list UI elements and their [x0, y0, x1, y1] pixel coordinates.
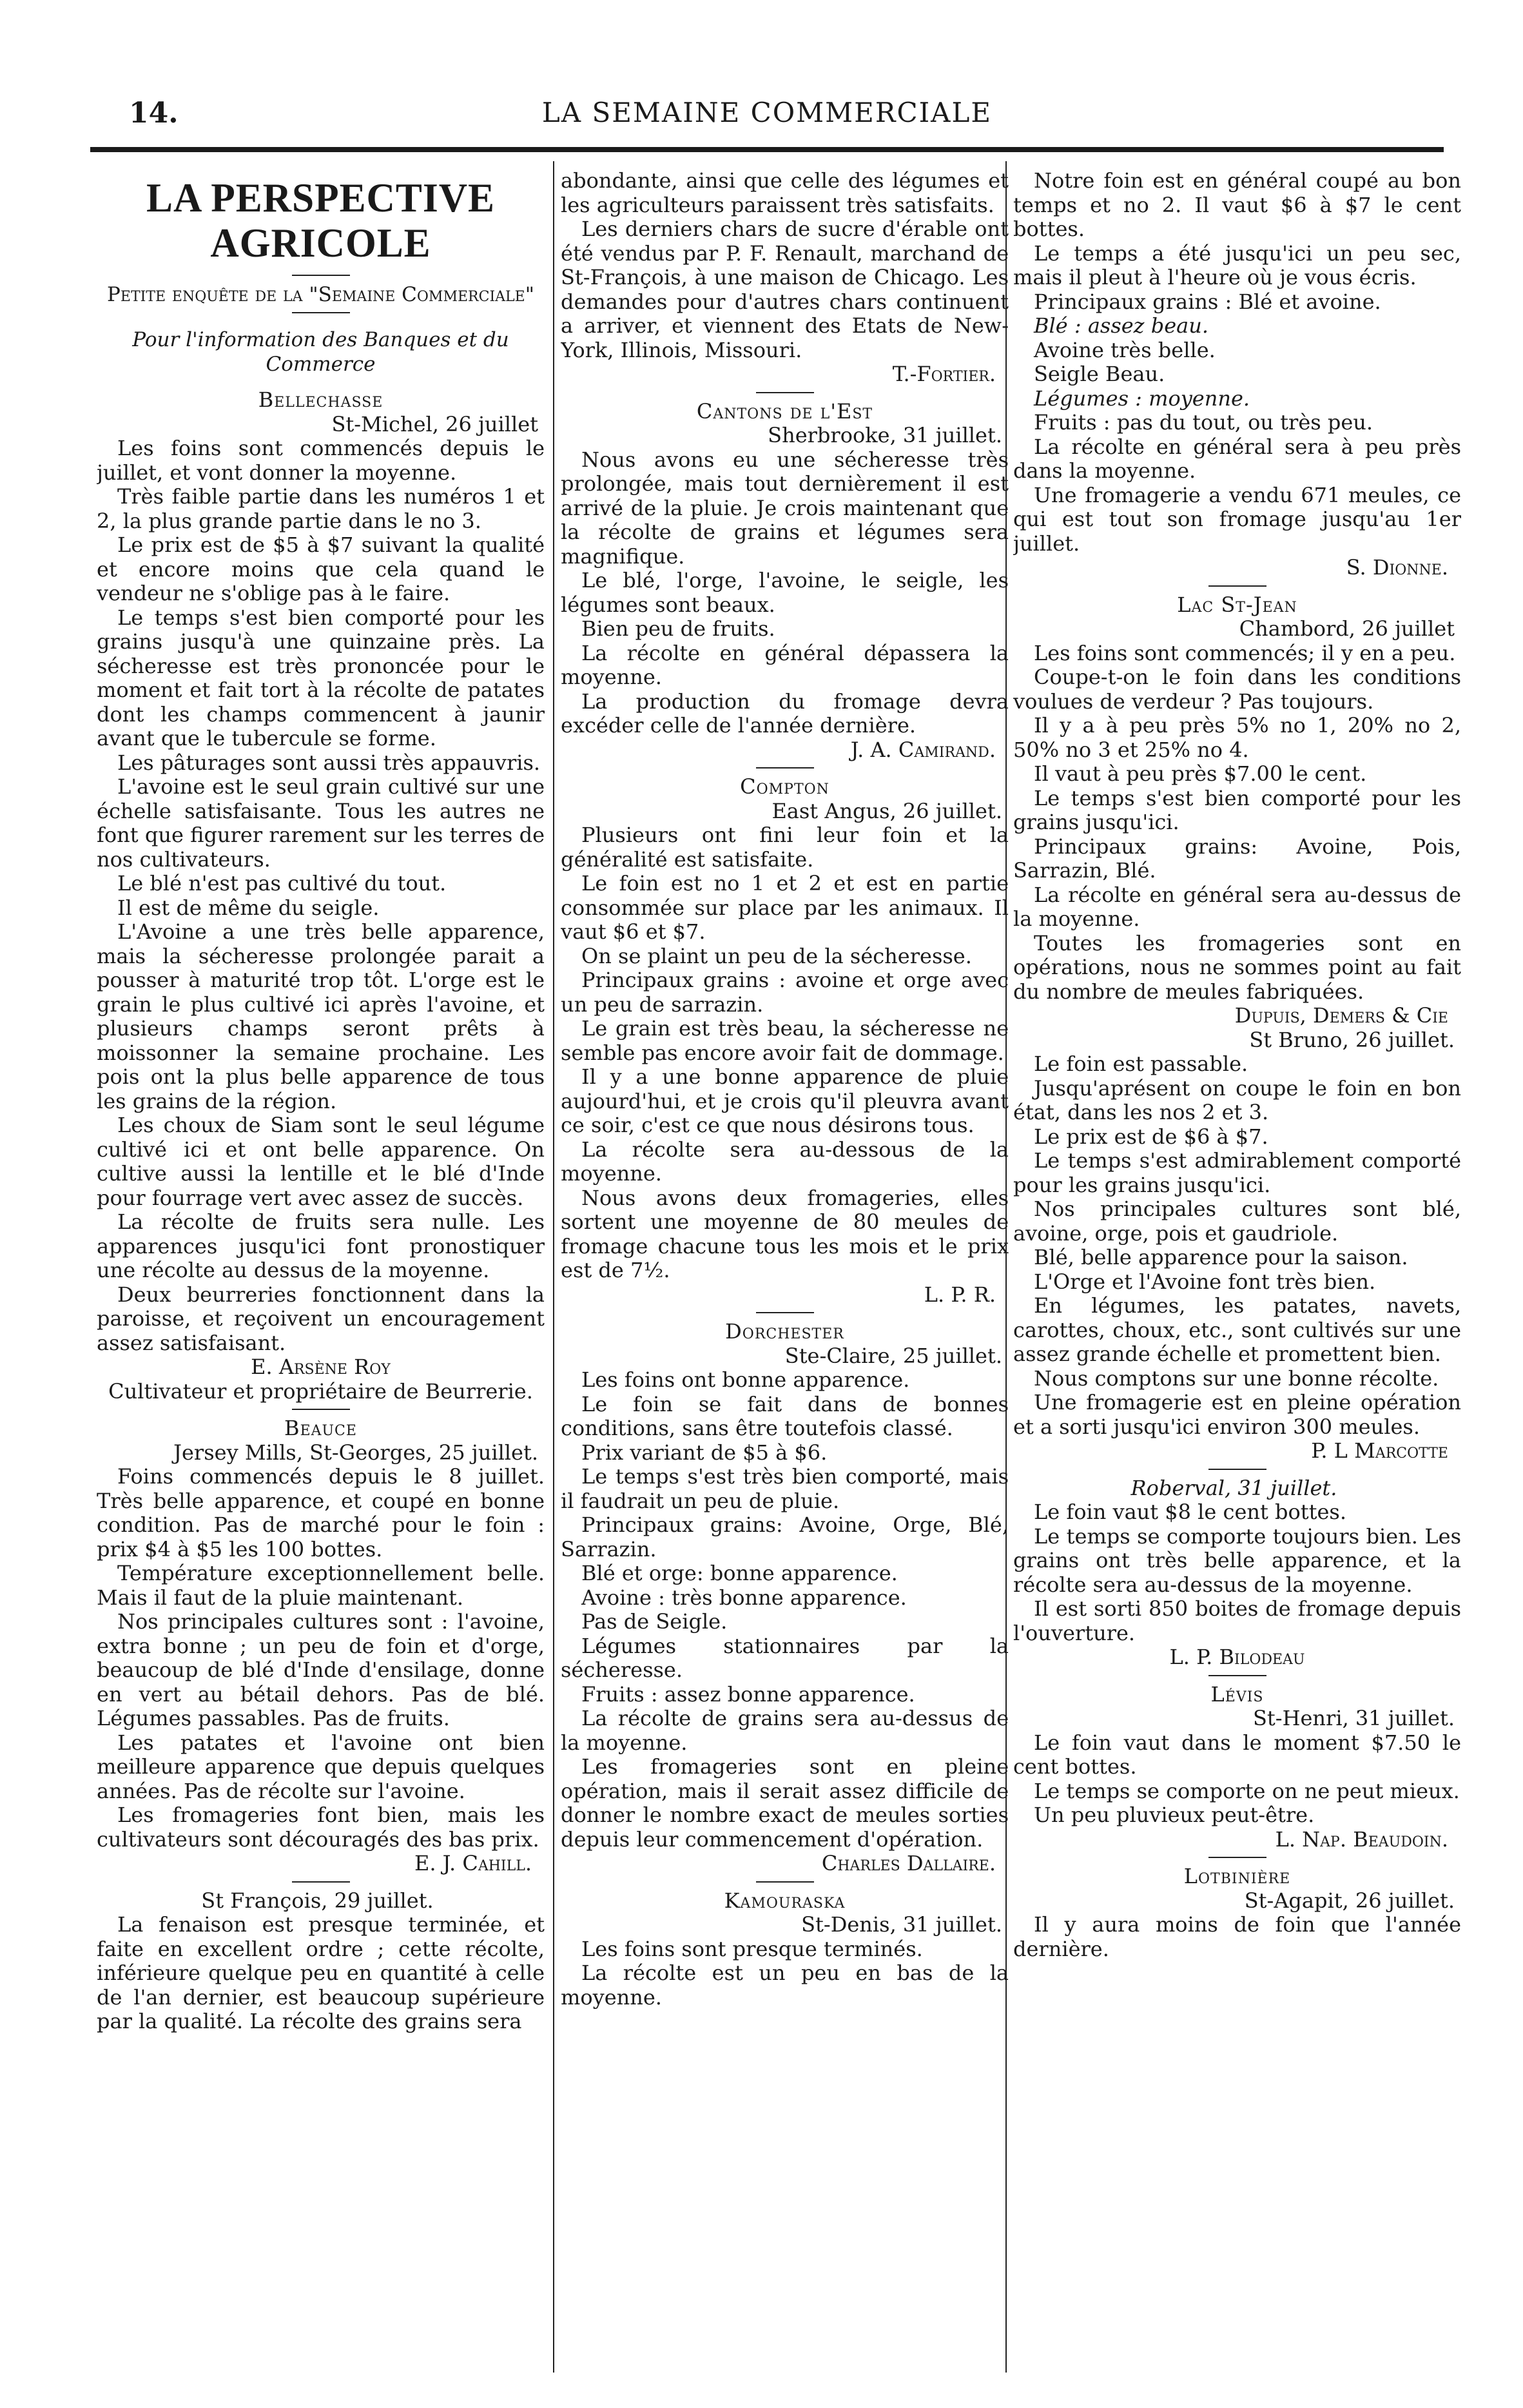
paragraph: Les patates et l'avoine ont bien meilleure apparence que depuis quelques années. Pas de récolte sur l'avoine. [97, 1730, 545, 1803]
signature: L. P. R. [924, 1282, 996, 1307]
paragraph: Prix variant de $5 à $6. [581, 1440, 828, 1465]
signature: L. Nap. Beaudoin. [1275, 1826, 1448, 1852]
paragraph: Très faible partie dans les numéros 1 et 2, la plus grande partie dans le no 3. [97, 484, 545, 533]
region-heading: Lac St-Jean [1177, 592, 1297, 617]
paragraph: L'Avoine a une très belle apparence, mais la sécheresse prolongée parait a pousser à maturité trop tôt. L'orge est le grain le plus cultivé ici après l'avoine, et plusieurs champs seront prêts à moissonner la semaine prochaine. Les pois ont la plus belle apparence de tous les grains de la région. [97, 919, 545, 1113]
region-heading: Compton [740, 774, 829, 799]
paragraph: La récolte sera au-dessous de la moyenne. [561, 1137, 1009, 1186]
paragraph: Les foins sont presque terminés. [581, 1936, 923, 1961]
region-heading: Lotbinière [1183, 1864, 1291, 1888]
paragraph: Il y a à peu près 5% no 1, 20% no 2, 50% no 3 et 25% no 4. [1013, 713, 1461, 762]
paragraph: Température exceptionnellement belle. Mais il faut de la pluie maintenant. [97, 1561, 545, 1610]
paragraph: Nos principales cultures sont blé, avoine, orge, pois et gaudriole. [1013, 1197, 1461, 1246]
dateline: Sherbrooke, 31 juillet. [768, 423, 1002, 447]
paragraph: Blé et orge: bonne apparence. [581, 1561, 898, 1585]
section-rule [756, 392, 814, 393]
paragraph: Il y aura moins de foin que l'année dernière. [1013, 1912, 1461, 1961]
paragraph: Le grain est très beau, la sécheresse ne semble pas encore avoir fait de dommage. [561, 1016, 1009, 1065]
signature: P. L Marcotte [1311, 1438, 1448, 1463]
dateline: St-Michel, 26 juillet [331, 411, 538, 436]
paragraph: Plusieurs ont fini leur foin et la généralité est satisfaite. [561, 823, 1009, 872]
region-heading: Beauce [284, 1416, 357, 1440]
paragraph: Blé, belle apparence pour la saison. [1034, 1245, 1408, 1269]
section-rule [1208, 585, 1266, 587]
article-subtitle: Petite enquête de la "Semaine Commerciale" [107, 283, 534, 306]
paragraph: Il est de même du seigle. [117, 895, 380, 920]
paragraph: Les foins sont commencés depuis le juillet, et vont donner la moyenne. [97, 436, 545, 485]
paragraph: Le temps se comporte toujours bien. Les grains ont très belle apparence, et la récolte sera au-dessus de la moyenne. [1013, 1523, 1461, 1597]
paragraph: La production du fromage devra excéder celle de l'année dernière. [561, 689, 1009, 738]
paragraph: Le foin se fait dans de bonnes conditions, sans être toutefois classé. [561, 1391, 1009, 1440]
paragraph: Le temps a été jusqu'ici un peu sec, mais il pleut à l'heure où je vous écris. [1013, 240, 1461, 289]
paragraph: La récolte en général sera à peu près dans la moyenne. [1013, 434, 1461, 483]
signature: L. P. Bilodeau [1169, 1645, 1305, 1669]
paragraph: La récolte en général dépassera la moyenne. [561, 640, 1009, 689]
paragraph: En légumes, les patates, navets, carottes, choux, etc., sont cultivés sur une assez grande échelle et promettent bien. [1013, 1293, 1461, 1366]
paragraph: Le foin est no 1 et 2 et est en partie consommée sur place par les animaux. Il vaut $6 et $7. [561, 871, 1009, 944]
section-rule [292, 1881, 350, 1883]
section-rule [1208, 1469, 1266, 1470]
paragraph: Il est sorti 850 boites de fromage depuis l'ouverture. [1013, 1596, 1461, 1645]
paragraph: Les fromageries font bien, mais les cultivateurs sont découragés des bas prix. [97, 1803, 545, 1852]
header-rule [90, 147, 1444, 152]
paragraph: Le temps s'est admirablement comporté pour les grains jusqu'ici. [1013, 1148, 1461, 1197]
paragraph: Avoine : très bonne apparence. [581, 1585, 907, 1610]
paragraph: Coupe-t-on le foin dans les conditions voulues de verdeur ? Pas toujours. [1013, 665, 1461, 714]
journal-title: LA SEMAINE COMMERCIALE [541, 97, 993, 128]
paragraph: Le prix est de $5 à $7 suivant la qualité et encore moins que cela quand le vendeur ne s'oblige pas à le faire. [97, 533, 545, 605]
paragraph: Principaux grains: Avoine, Pois, Sarrazin, Blé. [1013, 834, 1461, 883]
dateline: St-Denis, 31 juillet. [801, 1912, 1002, 1937]
paragraph: Seigle Beau. [1034, 362, 1165, 386]
section-rule [756, 1881, 814, 1883]
paragraph: Les foins sont commencés; il y en a peu. [1034, 640, 1456, 665]
paragraph: Toutes les fromageries sont en opérations, nous ne sommes point au fait du nombre de meules fabriquées. [1013, 930, 1461, 1004]
dateline: St Bruno, 26 juillet. [1249, 1027, 1455, 1052]
region-heading: Lévis [1210, 1681, 1264, 1707]
dateline: Chambord, 26 juillet [1239, 616, 1455, 641]
section-rule [292, 1409, 350, 1410]
title-rule [292, 275, 350, 276]
paragraph: L'avoine est le seul grain cultivé sur une échelle satisfaisante. Tous les autres ne font que figurer rarement sur les terres de nos cultivateurs. [97, 774, 545, 872]
column-left [97, 169, 545, 2374]
paragraph: Les foins ont bonne apparence. [581, 1367, 910, 1392]
paragraph: Les pâturages sont aussi très appauvris. [117, 750, 541, 775]
paragraph: Un peu pluvieux peut-être. [1034, 1803, 1315, 1827]
paragraph: Une fromagerie a vendu 671 meules, ce qui est tout son fromage jusqu'au 1er juillet. [1013, 482, 1461, 556]
signature: E. Arsène Roy [251, 1355, 391, 1379]
paragraph: Le temps s'est très bien comporté, mais il faudrait un peu de pluie. [561, 1464, 1009, 1513]
article-title: LA PERSPECTIVE AGRICOLE [146, 175, 495, 266]
paragraph: Le prix est de $6 à $7. [1034, 1124, 1268, 1149]
dateline: St François, 29 juillet. [201, 1888, 434, 1913]
region-heading: Cantons de l'Est [696, 398, 873, 424]
paragraph: Jusqu'aprésent on coupe le foin en bon état, dans les nos 2 et 3. [1013, 1075, 1461, 1124]
column-right [1013, 169, 1461, 2374]
paragraph: Légumes : moyenne. [1034, 386, 1250, 411]
paragraph: Légumes stationnaires par la sécheresse. [561, 1633, 1009, 1682]
paragraph: Fruits : pas du tout, ou très peu. [1034, 410, 1373, 435]
paragraph: La récolte de grains sera au-dessus de la moyenne. [561, 1706, 1009, 1755]
region-heading: Dorchester [725, 1319, 844, 1344]
dateline: Roberval, 31 juillet. [1130, 1475, 1337, 1500]
paragraph: Fruits : assez bonne apparence. [581, 1681, 915, 1707]
paragraph: Les fromageries sont en pleine opération, mais il serait assez difficile de donner le nombre exact de meules sorties depuis leur commencement d'opération. [561, 1754, 1009, 1852]
section-rule [1208, 1675, 1266, 1676]
paragraph: Bien peu de fruits. [581, 616, 775, 641]
page-header [84, 97, 1450, 142]
paragraph: Principaux grains : Blé et avoine. [1034, 289, 1381, 314]
signature: Dupuis, Demers & Cie [1234, 1003, 1448, 1028]
paragraph: Le foin vaut $8 le cent bottes. [1034, 1500, 1347, 1524]
paragraph: La récolte de fruits sera nulle. Les apparences jusqu'ici font pronostiquer une récolte au dessus de la moyenne. [97, 1209, 545, 1282]
paragraph: Le temps s'est bien comporté pour les grains jusqu'à une quinzaine près. La sécheresse est très prononcée pour le moment et fait tort à la récolte de patates dont les champs commencent à jaunir avant que le tubercule se forme. [97, 605, 545, 750]
paragraph: Avoine très belle. [1034, 337, 1216, 362]
paragraph: Le temps se comporte on ne peut mieux. [1034, 1778, 1460, 1803]
signature: E. J. Cahill. [414, 1851, 532, 1875]
column-middle [561, 169, 1009, 2374]
paragraph: Le foin est passable. [1034, 1052, 1248, 1076]
paragraph: Deux beurreries fonctionnent dans la paroisse, et reçoivent un encouragement assez satisfaisant. [97, 1282, 545, 1355]
paragraph: Le temps s'est bien comporté pour les grains jusqu'ici. [1013, 785, 1461, 834]
paragraph: La récolte en général sera au-dessus de la moyenne. [1013, 882, 1461, 931]
paragraph: Il vaut à peu près $7.00 le cent. [1034, 761, 1367, 786]
paragraph: Blé : assez beau. [1034, 313, 1208, 338]
paragraph: Les derniers chars de sucre d'érable ont été vendus par P. F. Renault, marchand de St-François, à une maison de Chicago. Les demandes pour d'autres chars continuent a arriver, et viennent des Etats de New-York, Illinois, Missouri. [561, 217, 1009, 362]
signature: Charles Dallaire. [821, 1851, 996, 1875]
paragraph: Nos principales cultures sont : l'avoine, extra bonne ; un peu de foin et d'orge, beaucoup de blé d'Inde d'ensilage, donne en vert au bétail dehors. Pas de blé. Légumes passables. Pas de fruits. [97, 1609, 545, 1730]
section-rule [756, 767, 814, 768]
paragraph: Principaux grains : avoine et orge avec un peu de sarrazin. [561, 968, 1009, 1017]
paragraph: Le blé n'est pas cultivé du tout. [117, 871, 447, 896]
paragraph: Les choux de Siam sont le seul légume cultivé ici et ont belle apparence. On cultive aussi la lentille et le blé d'Inde pour fourrage vert avec assez de succès. [97, 1113, 545, 1210]
paragraph: Le foin vaut dans le moment $7.50 le cent bottes. [1013, 1730, 1461, 1779]
article-purpose: Pour l'information des Banques et du Commerce [132, 328, 509, 376]
region-heading: Kamouraska [724, 1888, 846, 1913]
dateline: Ste-Claire, 25 juillet. [784, 1343, 1002, 1368]
paragraph: Il y a une bonne apparence de pluie aujourd'hui, et je crois qu'il pleuvra avant ce soir, c'est ce que nous désirons tous. [561, 1064, 1009, 1137]
dateline: East Angus, 26 juillet. [771, 798, 1002, 823]
column-divider [553, 161, 554, 2373]
paragraph: Nous avons eu une sécheresse très prolongée, mais tout dernièrement il est arrivé de la pluie. Je crois maintenant que la récolte de grains et légumes sera magnifique. [561, 447, 1009, 569]
paragraph: Nous avons deux fromageries, elles sortent une moyenne de 80 meules de fromage chacune tous les mois et le prix est de 7½. [561, 1185, 1009, 1282]
paragraph: Foins commencés depuis le 8 juillet. Très belle apparence, et coupé en bonne condition. Pas de marché pour le foin : prix $4 à $5 les 100 bottes. [97, 1464, 545, 1561]
region-heading: Bellechasse [258, 387, 383, 412]
paragraph: Notre foin est en général coupé au bon temps et no 2. Il vaut $6 à $7 le cent bottes. [1013, 169, 1461, 241]
dateline: St-Henri, 31 juillet. [1252, 1706, 1455, 1730]
signature-title: Cultivateur et propriétaire de Beurrerie. [108, 1378, 533, 1404]
paragraph: Pas de Seigle. [581, 1609, 728, 1634]
signature: T.-Fortier. [892, 362, 996, 386]
page-number: 14. [129, 97, 179, 130]
paragraph: On se plaint un peu de la sécheresse. [581, 943, 972, 968]
signature: S. Dionne. [1346, 555, 1448, 580]
signature: J. A. Camirand. [850, 737, 996, 762]
subtitle-rule [292, 312, 350, 313]
paragraph: La récolte est un peu en bas de la moyenne. [561, 1961, 1009, 2010]
paragraph: abondante, ainsi que celle des légumes et les agriculteurs paraissent très satisfaits. [561, 169, 1009, 217]
paragraph: La fenaison est presque terminée, et faite en excellent ordre ; cette récolte, inférieure quelque peu en quantité à celle de l'an dernier, est beaucoup supérieure par la qualité. La récolte des grains sera [97, 1912, 545, 2033]
section-rule [1208, 1857, 1266, 1858]
paragraph: Nous comptons sur une bonne récolte. [1034, 1366, 1439, 1391]
paragraph: Principaux grains: Avoine, Orge, Blé, Sarrazin. [561, 1512, 1009, 1561]
dateline: St-Agapit, 26 juillet. [1244, 1888, 1455, 1913]
dateline: Jersey Mills, St-Georges, 25 juillet. [173, 1440, 538, 1465]
section-rule [756, 1312, 814, 1313]
paragraph: Une fromagerie est en pleine opération et a sorti jusqu'ici environ 300 meules. [1013, 1390, 1461, 1439]
paragraph: Le blé, l'orge, l'avoine, le seigle, les légumes sont beaux. [561, 568, 1009, 617]
paragraph: L'Orge et l'Avoine font très bien. [1034, 1269, 1376, 1294]
